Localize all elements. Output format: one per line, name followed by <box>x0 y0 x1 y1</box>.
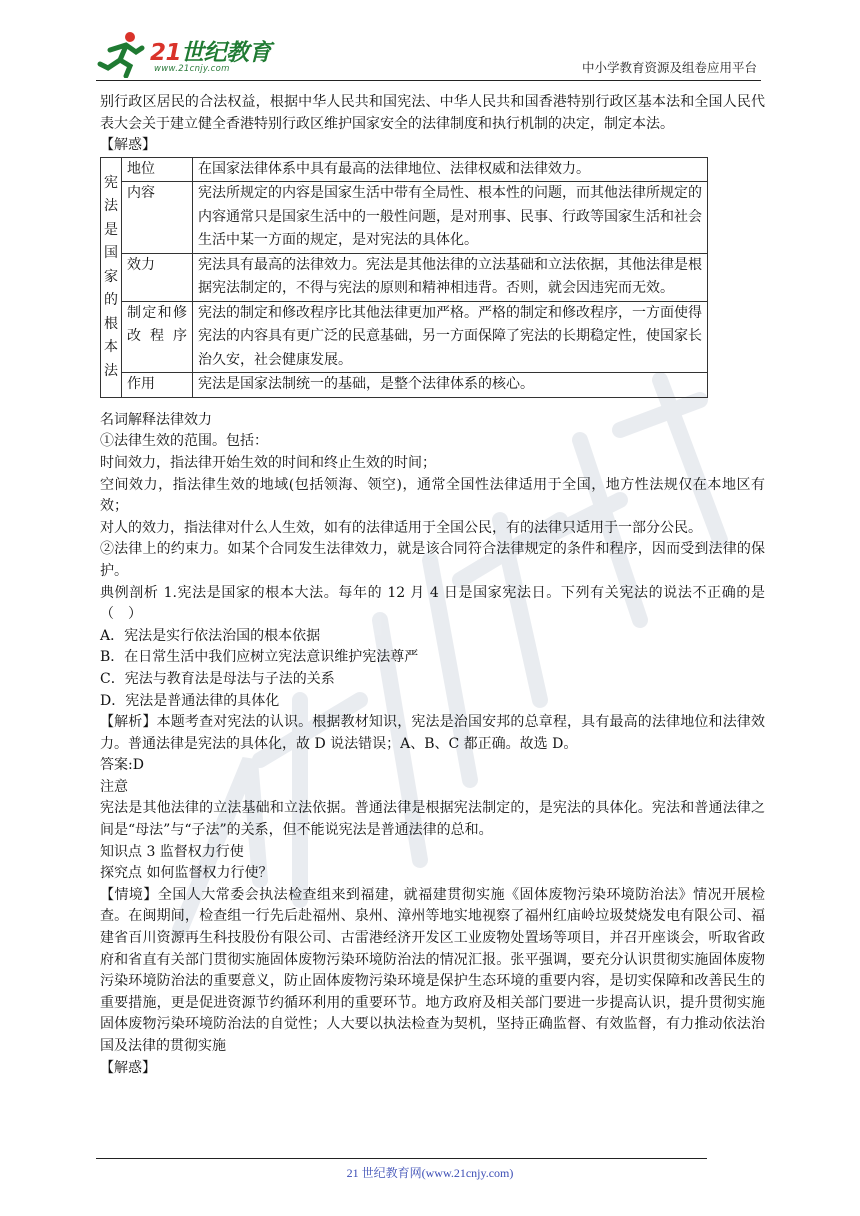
note-heading: 注意 <box>100 778 128 795</box>
section-label: 【解惑】 <box>100 137 156 154</box>
table-row <box>101 253 708 301</box>
row-label: 效力 <box>122 253 193 301</box>
page-header <box>96 28 761 81</box>
table-side-heading: 宪 法 是 国 家 的 根 本 法 <box>101 157 122 397</box>
term-heading: 名词解释法律效力 <box>100 411 212 428</box>
constitution-table <box>100 157 708 398</box>
row-label: 内容 <box>122 182 193 254</box>
option-a: A．宪法是实行依法治国的根本依据 <box>100 627 321 644</box>
knowledge-point-heading: 知识点 3 监督权力行使 <box>100 843 244 860</box>
site-logo <box>96 28 276 78</box>
logo-wordmark: 21世纪教育 <box>150 40 272 66</box>
scenario-text: 【情境】全国人大常委会执法检查组来到福建，就福建贯彻实施《固体废物污染环境防治法》情况开展检查。在闽期间，检查组一行先后赴福州、泉州、漳州等地实地视察了福州红庙岭垃圾焚烧发电有限公司、福建省百川资源再生科技股份有限公司、古雷港经济开发区工业废物处置场等项目，并召开座谈会，听取省政府和省直有关部门贯彻实施固体废物污染环境防治法的情况汇报。张平强调，要充分认识贯彻实施固体废物污染环境防治法的重要意义，防止固体废物污染环境是保护生态环境的重要内容，是切实保障和改善民生的重要措施，更是促进资源节约循环利用的重要环节。地方政府及相关部门要进一步提高认识，提升贯彻实施固体废物污染环境防治法的自觉性；人大要以执法检查为契机，坚持正确监督、有效监督，有力推动依法治国及法律的贯彻实施 <box>100 886 765 1054</box>
row-text: 宪法是国家法制统一的基础，是整个法律体系的核心。 <box>193 373 708 398</box>
table-row <box>101 301 708 373</box>
row-text: 宪法具有最高的法律效力。宪法是其他法律的立法基础和立法依据，其他法律是根据宪法制定的，不得与宪法的原则和精神相违背。否则，就会因违宪而无效。 <box>193 253 708 301</box>
inquiry-heading: 探究点 如何监督权力行使？ <box>100 865 273 882</box>
table-row <box>101 182 708 254</box>
answer: 答案:D <box>100 757 144 774</box>
question-stem: 典例剖析 1.宪法是国家的根本大法。每年的 12 月 4 日是国家宪法日。下列有关宪法的说法不正确的是（ ） <box>100 584 765 623</box>
document-body <box>100 92 765 1079</box>
row-label: 作用 <box>122 373 193 398</box>
row-text: 宪法的制定和修改程序比其他法律更加严格。严格的制定和修改程序，一方面使得宪法的内容具有更广泛的民意基础，另一方面保障了宪法的长期稳定性，使国家长治久安，社会健康发展。 <box>193 301 708 373</box>
row-label: 地位 <box>122 157 193 182</box>
table-row <box>101 373 708 398</box>
runner-logo-icon <box>96 30 150 78</box>
platform-name: 中小学教育资源及组卷应用平台 <box>581 60 757 75</box>
option-d: D．宪法是普通法律的具体化 <box>100 692 280 709</box>
row-text: 在国家法律体系中具有最高的法律地位、法律权威和法律效力。 <box>193 157 708 182</box>
table-row <box>101 157 708 182</box>
footer-divider <box>96 1158 707 1159</box>
paragraph: 时间效力，指法律开始生效的时间和终止生效的时间； <box>100 454 436 471</box>
row-text: 宪法所规定的内容是国家生活中带有全局性、根本性的问题，而其他法律所规定的内容通常只是国家生活中的一般性问题，是对刑事、民事、行政等国家生活和社会生活中某一方面的规定，是对宪法的具体化。 <box>193 182 708 254</box>
intro-paragraph: 别行政区居民的合法权益，根据中华人民共和国宪法、中华人民共和国香港特别行政区基本法和全国人民代表大会关于建立健全香港特别行政区维护国家安全的法律制度和执行机制的决定，制定本法。 <box>100 94 765 132</box>
paragraph: ②法律上的约束力。如某个合同发生法律效力，就是该合同符合法律规定的条件和程序，因而受到法律的保护。 <box>100 541 765 579</box>
page-footer: 21 世纪教育网(www.21cnjy.com) <box>346 1166 514 1180</box>
paragraph: 对人的效力，指法律对什么人生效，如有的法律适用于全国公民，有的法律只适用于一部分公民。 <box>100 519 702 536</box>
analysis: 【解析】本题考查对宪法的认识。根据教材知识，宪法是治国安邦的总章程，具有最高的法律地位和法律效力。普通法律是宪法的具体化，故 D 说法错误；A、B、C 都正确。故选 D。 <box>100 714 765 752</box>
section-label: 【解惑】 <box>100 1059 156 1076</box>
paragraph: 空间效力，指法律生效的地域(包括领海、领空)，通常全国性法律适用于全国，地方性法规仅在本地区有效； <box>100 476 765 515</box>
note-text: 宪法是其他法律的立法基础和立法依据。普通法律是根据宪法制定的，是宪法的具体化。宪法和普通法律之间是“母法”与“子法”的关系，但不能说宪法是普通法律的总和。 <box>100 800 765 839</box>
logo-url: www.21cnjy.com <box>154 64 230 74</box>
paragraph: ①法律生效的范围。包括： <box>100 433 268 450</box>
option-b: B．在日常生活中我们应树立宪法意识维护宪法尊严 <box>100 649 419 666</box>
option-c: C．宪法与教育法是母法与子法的关系 <box>100 670 335 687</box>
row-label: 制定和修改程序 <box>122 301 193 373</box>
